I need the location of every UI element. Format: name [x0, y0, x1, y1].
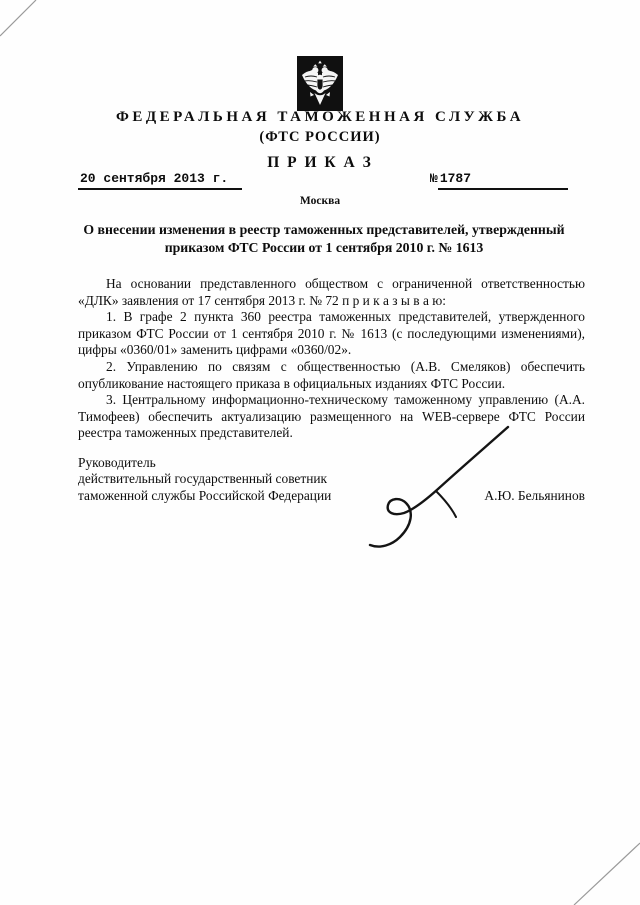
- doc-date: 20 сентября 2013 г.: [78, 171, 242, 190]
- coat-of-arms-icon: [297, 56, 343, 111]
- signer-position-line-1: Руководитель: [78, 455, 156, 470]
- doc-type-heading: П Р И К А З: [267, 154, 373, 171]
- handwritten-signature: [340, 421, 520, 556]
- paragraph-item-2: 2. Управлению по связям с общественностью (А.В. Смеляков) обеспечить опубликование настоящего приказа в официальных изданиях ФТС России.: [78, 358, 585, 391]
- city-label: Москва: [299, 195, 341, 207]
- doc-body: [78, 276, 585, 442]
- doc-number-field: [430, 171, 568, 190]
- signer-name: А.Ю. Бельянинов: [484, 488, 585, 503]
- signer-position-line-2: действительный государственный советник: [78, 471, 328, 487]
- date-number-row: [0, 171, 640, 193]
- doc-number: 1787: [438, 171, 568, 190]
- paragraph-item-3: 3. Центральному информационно-техническому таможенному управлению (А.А. Тимофеев) обеспечить актуализацию размещенного на WEB-сервере ФТС России реестра таможенных представителей.: [78, 392, 585, 441]
- paragraph-preamble: На основании представленного обществом с ограниченной ответственностью «ДЛК» заявления от 17 сентября 2013 г. № 72 п р и к а з ы в а ю:: [78, 276, 585, 308]
- org-short-name: (ФТС РОССИИ): [259, 129, 381, 145]
- doc-number-label: №: [430, 171, 438, 186]
- signature-block: [78, 455, 585, 595]
- signer-position-line-3: таможенной службы Российской Федерации: [78, 487, 332, 503]
- paragraph-item-1: 1. В графе 2 пункта 360 реестра таможенных представителей, утвержденного приказом ФТС России от 1 сентября 2010 г. № 1613 (с последующими изменениями), цифры «0360/01» заменить цифрами «0360/02».: [78, 309, 585, 358]
- org-name: ФЕДЕРАЛЬНАЯ ТАМОЖЕННАЯ СЛУЖБА: [115, 109, 525, 125]
- doc-title: О внесении изменения в реестр таможенных представителей, утвержденный приказом ФТС России от 1 сентября 2010 г. № 1613: [83, 222, 565, 255]
